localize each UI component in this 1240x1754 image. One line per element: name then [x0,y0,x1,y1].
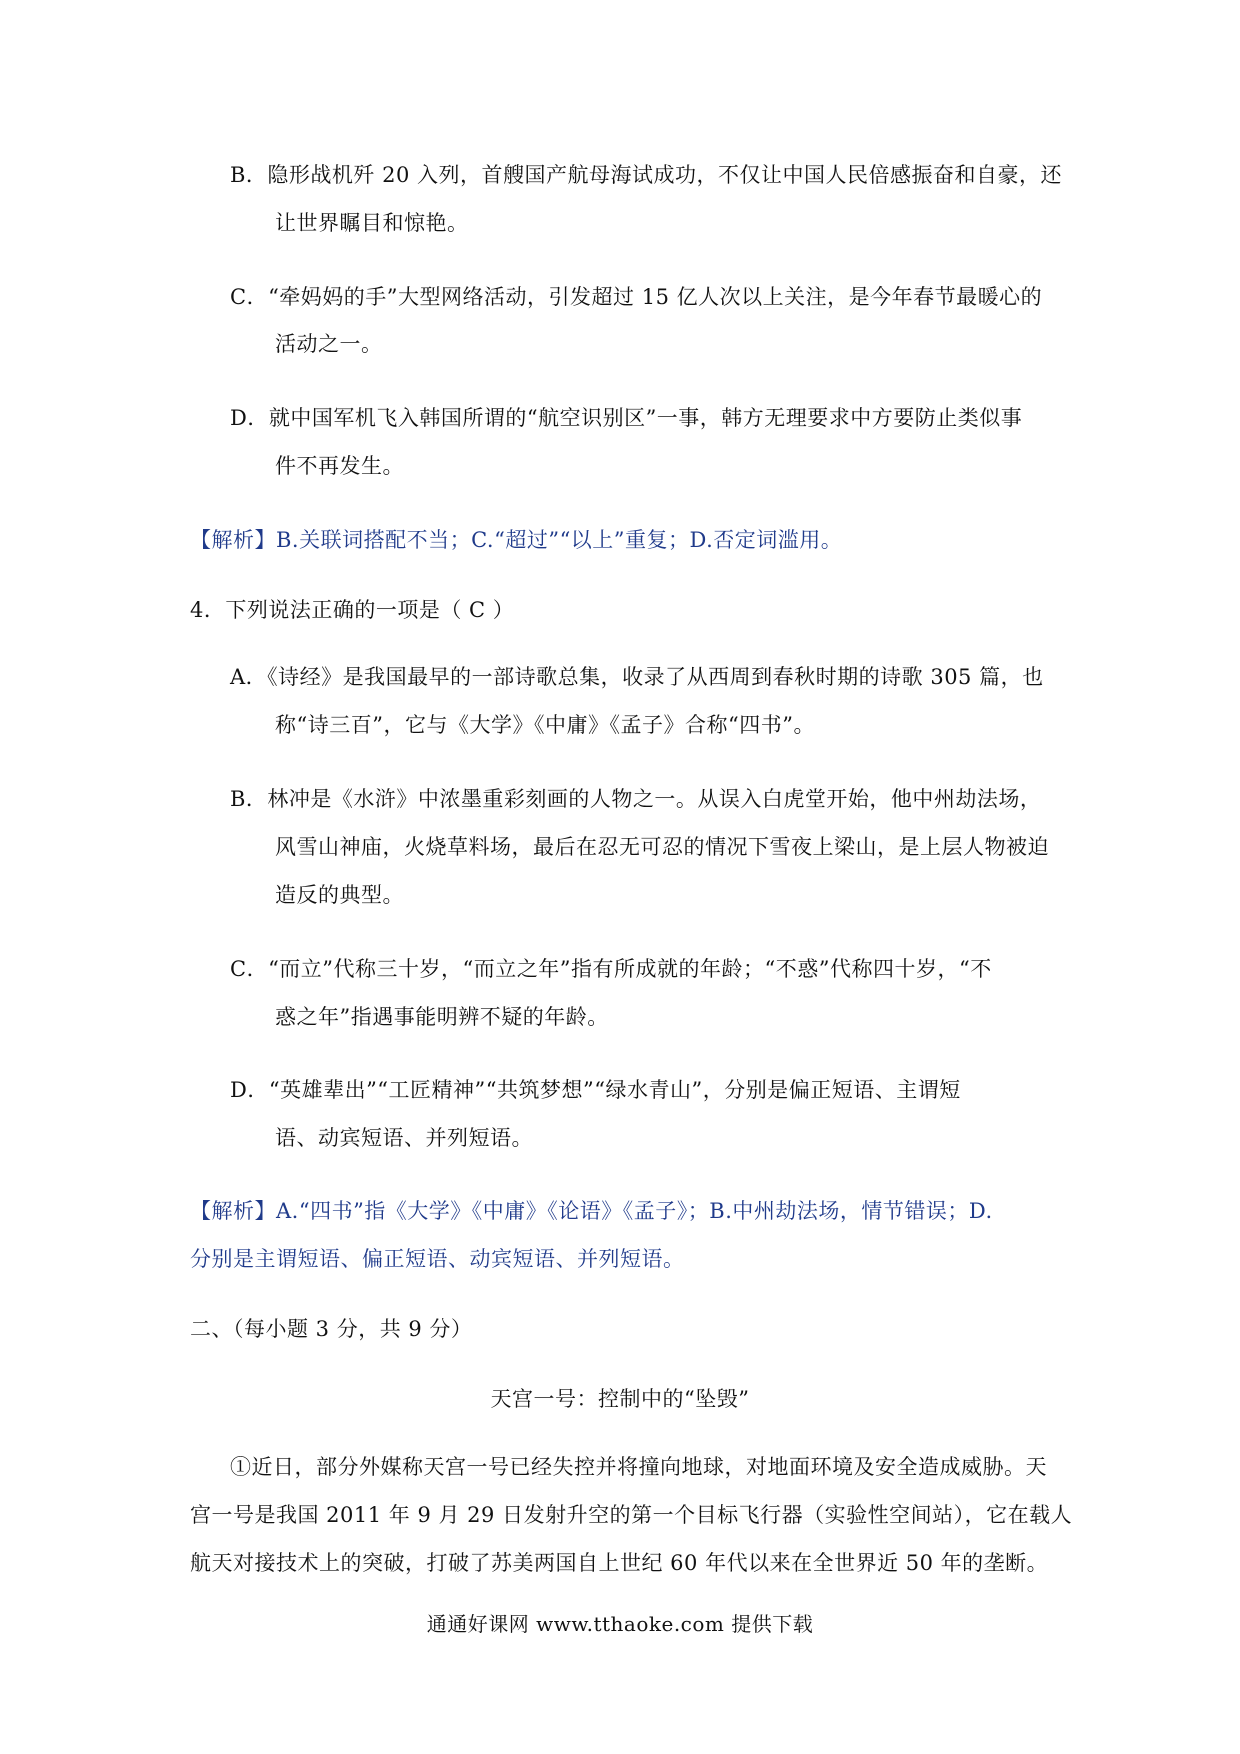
q3-option-c-line1: C．“牵妈妈的手”大型网络活动，引发超过 15 亿人次以上关注，是今年春节最暖心的 [230,285,1043,309]
q4-option-d-line2: 语、动宾短语、并列短语。 [275,1126,533,1150]
article-para1-line3: 航天对接技术上的突破，打破了苏美两国自上世纪 60 年代以来在全世界近 50 年的垄断。 [190,1551,1049,1575]
q4-option-a-line1: A．《诗经》是我国最早的一部诗歌总集，收录了从西周到春秋时期的诗歌 305 篇，也 [230,665,1044,689]
q4-option-b-line3: 造反的典型。 [275,883,404,907]
q4-analysis-line1: 【解析】A.“四书”指《大学》《中庸》《论语》《孟子》；B.中州劫法场，情节错误；D. [190,1199,993,1223]
q3-analysis: 【解析】B.关联词搭配不当；C.“超过”“以上”重复；D.否定词滥用。 [190,528,843,552]
article-para1-line1: ①近日，部分外媒称天宫一号已经失控并将撞向地球，对地面环境及安全造成威胁。天 [230,1455,1047,1479]
section-heading: 二、（每小题 3 分，共 9 分） [190,1317,473,1341]
q3-option-b-line1: B．隐形战机歼 20 入列，首艘国产航母海试成功，不仅让中国人民倍感振奋和自豪，还 [230,163,1063,187]
q4-analysis-line2: 分别是主谓短语、偏正短语、动宾短语、并列短语。 [190,1247,685,1271]
q4-option-c-line2: 惑之年”指遇事能明辨不疑的年龄。 [275,1005,609,1029]
q4-option-b-line2: 风雪山神庙，火烧草料场，最后在忍无可忍的情况下雪夜上梁山，是上层人物被迫 [275,835,1049,859]
article-para1-line2: 宫一号是我国 2011 年 9 月 29 日发射升空的第一个目标飞行器（实验性空间站），它在载人 [190,1503,1073,1527]
q3-option-c-line2: 活动之一。 [275,332,383,356]
q4-option-c-line1: C．“而立”代称三十岁，“而立之年”指有所成就的年龄；“不惑”代称四十岁，“不 [230,957,992,981]
q3-option-b-line2: 让世界瞩目和惊艳。 [275,211,469,235]
q4-stem: 4．下列说法正确的一项是（ C ） [190,598,515,622]
q3-option-d-line1: D．就中国军机飞入韩国所谓的“航空识别区”一事，韩方无理要求中方要防止类似事 [230,406,1023,430]
q4-option-b-line1: B．林冲是《水浒》中浓墨重彩刻画的人物之一。从误入白虎堂开始，他中州劫法场， [230,787,1042,811]
page-footer: 通通好课网 www.tthaoke.com 提供下载 [426,1612,814,1636]
article-title: 天宫一号：控制中的“坠毁” [490,1387,750,1411]
q4-option-d-line1: D．“英雄辈出”“工匠精神”“共筑梦想”“绿水青山”，分别是偏正短语、主谓短 [230,1078,961,1102]
q3-option-d-line2: 件不再发生。 [275,454,404,478]
q4-option-a-line2: 称“诗三百”，它与《大学》《中庸》《孟子》合称“四书”。 [275,713,815,737]
